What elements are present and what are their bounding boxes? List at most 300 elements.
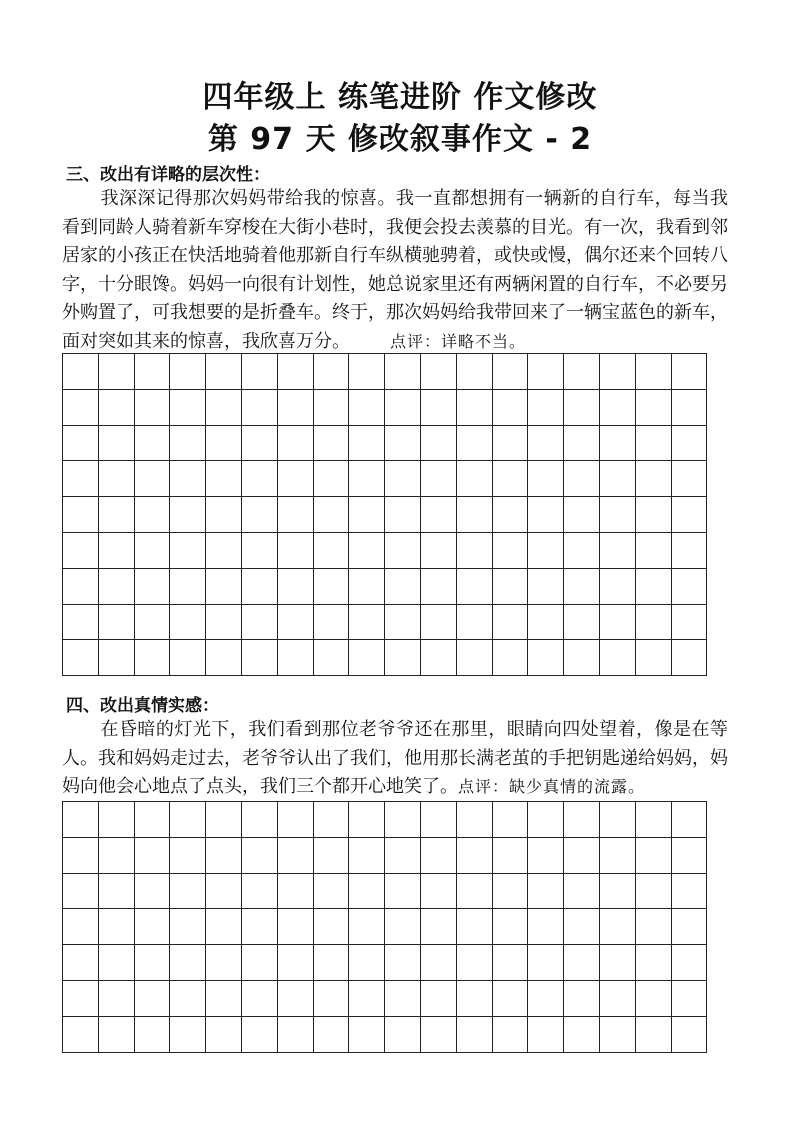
grid-cell[interactable]	[600, 1017, 636, 1053]
grid-cell[interactable]	[349, 909, 385, 945]
grid-cell[interactable]	[528, 802, 564, 838]
grid-cell[interactable]	[349, 569, 385, 605]
grid-cell[interactable]	[636, 354, 672, 390]
grid-cell[interactable]	[314, 497, 350, 533]
grid-cell[interactable]	[99, 874, 135, 910]
grid-cell[interactable]	[385, 533, 421, 569]
grid-cell[interactable]	[63, 354, 99, 390]
grid-cell[interactable]	[564, 569, 600, 605]
grid-cell[interactable]	[170, 390, 206, 426]
grid-cell[interactable]	[63, 497, 99, 533]
grid-cell[interactable]	[636, 640, 672, 676]
grid-cell[interactable]	[493, 533, 529, 569]
grid-cell[interactable]	[278, 909, 314, 945]
grid-cell[interactable]	[528, 533, 564, 569]
grid-cell[interactable]	[242, 461, 278, 497]
grid-cell[interactable]	[672, 909, 708, 945]
grid-cell[interactable]	[63, 426, 99, 462]
grid-cell[interactable]	[564, 497, 600, 533]
grid-cell[interactable]	[278, 426, 314, 462]
grid-cell[interactable]	[349, 981, 385, 1017]
grid-cell[interactable]	[170, 533, 206, 569]
grid-cell[interactable]	[278, 605, 314, 641]
grid-cell[interactable]	[63, 461, 99, 497]
grid-cell[interactable]	[206, 497, 242, 533]
grid-cell[interactable]	[278, 533, 314, 569]
grid-cell[interactable]	[528, 569, 564, 605]
grid-cell[interactable]	[457, 390, 493, 426]
grid-cell[interactable]	[170, 354, 206, 390]
grid-cell[interactable]	[600, 497, 636, 533]
writing-grid-section4[interactable]	[62, 801, 707, 1053]
grid-cell[interactable]	[170, 461, 206, 497]
grid-cell[interactable]	[385, 874, 421, 910]
grid-cell[interactable]	[206, 838, 242, 874]
grid-cell[interactable]	[242, 354, 278, 390]
grid-cell[interactable]	[457, 945, 493, 981]
grid-cell[interactable]	[636, 390, 672, 426]
grid-row	[63, 838, 707, 874]
grid-cell[interactable]	[278, 461, 314, 497]
grid-cell[interactable]	[672, 569, 708, 605]
grid-cell[interactable]	[170, 981, 206, 1017]
grid-cell[interactable]	[672, 354, 708, 390]
grid-cell[interactable]	[457, 426, 493, 462]
grid-cell[interactable]	[421, 426, 457, 462]
grid-cell[interactable]	[457, 802, 493, 838]
grid-cell[interactable]	[457, 909, 493, 945]
grid-cell[interactable]	[99, 426, 135, 462]
grid-cell[interactable]	[170, 605, 206, 641]
grid-cell[interactable]	[314, 390, 350, 426]
grid-cell[interactable]	[528, 605, 564, 641]
grid-cell[interactable]	[349, 533, 385, 569]
page-subtitle: 第 97 天 修改叙事作文 - 2	[207, 122, 593, 157]
grid-cell[interactable]	[493, 909, 529, 945]
grid-cell[interactable]	[600, 426, 636, 462]
grid-cell[interactable]	[493, 838, 529, 874]
grid-cell[interactable]	[242, 802, 278, 838]
writing-grid-section3[interactable]	[62, 353, 707, 676]
grid-cell[interactable]	[528, 426, 564, 462]
grid-cell[interactable]	[63, 981, 99, 1017]
grid-cell[interactable]	[278, 981, 314, 1017]
grid-cell[interactable]	[493, 390, 529, 426]
grid-cell[interactable]	[278, 1017, 314, 1053]
grid-cell[interactable]	[206, 945, 242, 981]
grid-cell[interactable]	[672, 945, 708, 981]
grid-cell[interactable]	[278, 390, 314, 426]
grid-cell[interactable]	[672, 533, 708, 569]
grid-cell[interactable]	[493, 945, 529, 981]
grid-cell[interactable]	[242, 640, 278, 676]
grid-cell[interactable]	[349, 874, 385, 910]
grid-cell[interactable]	[135, 426, 171, 462]
grid-cell[interactable]	[672, 838, 708, 874]
grid-cell[interactable]	[170, 945, 206, 981]
grid-cell[interactable]	[636, 497, 672, 533]
grid-cell[interactable]	[63, 909, 99, 945]
grid-cell[interactable]	[206, 909, 242, 945]
grid-cell[interactable]	[564, 981, 600, 1017]
grid-cell[interactable]	[242, 605, 278, 641]
grid-cell[interactable]	[135, 1017, 171, 1053]
grid-cell[interactable]	[242, 1017, 278, 1053]
grid-cell[interactable]	[528, 640, 564, 676]
grid-cell[interactable]	[135, 569, 171, 605]
grid-cell[interactable]	[170, 1017, 206, 1053]
grid-cell[interactable]	[170, 569, 206, 605]
grid-cell[interactable]	[63, 945, 99, 981]
grid-cell[interactable]	[278, 945, 314, 981]
grid-cell[interactable]	[421, 1017, 457, 1053]
grid-cell[interactable]	[170, 640, 206, 676]
grid-cell[interactable]	[564, 802, 600, 838]
grid-cell[interactable]	[242, 945, 278, 981]
grid-cell[interactable]	[135, 605, 171, 641]
grid-cell[interactable]	[600, 640, 636, 676]
grid-cell[interactable]	[314, 874, 350, 910]
grid-cell[interactable]	[99, 605, 135, 641]
grid-cell[interactable]	[278, 838, 314, 874]
grid-cell[interactable]	[314, 1017, 350, 1053]
grid-cell[interactable]	[242, 533, 278, 569]
grid-cell[interactable]	[99, 569, 135, 605]
grid-cell[interactable]	[99, 640, 135, 676]
grid-cell[interactable]	[564, 605, 600, 641]
grid-cell[interactable]	[135, 981, 171, 1017]
grid-cell[interactable]	[349, 497, 385, 533]
grid-cell[interactable]	[314, 461, 350, 497]
grid-cell[interactable]	[528, 981, 564, 1017]
grid-cell[interactable]	[349, 838, 385, 874]
grid-cell[interactable]	[636, 461, 672, 497]
grid-cell[interactable]	[385, 640, 421, 676]
grid-cell[interactable]	[99, 981, 135, 1017]
grid-cell[interactable]	[99, 390, 135, 426]
grid-cell[interactable]	[206, 533, 242, 569]
grid-cell[interactable]	[242, 874, 278, 910]
grid-cell[interactable]	[385, 426, 421, 462]
grid-cell[interactable]	[278, 354, 314, 390]
grid-row	[63, 533, 707, 569]
grid-cell[interactable]	[672, 497, 708, 533]
grid-cell[interactable]	[564, 838, 600, 874]
grid-cell[interactable]	[672, 461, 708, 497]
grid-cell[interactable]	[278, 497, 314, 533]
grid-cell[interactable]	[206, 426, 242, 462]
grid-cell[interactable]	[600, 981, 636, 1017]
grid-cell[interactable]	[278, 802, 314, 838]
grid-cell[interactable]	[206, 605, 242, 641]
grid-cell[interactable]	[672, 874, 708, 910]
grid-cell[interactable]	[314, 981, 350, 1017]
grid-cell[interactable]	[206, 461, 242, 497]
grid-cell[interactable]	[349, 426, 385, 462]
grid-cell[interactable]	[314, 838, 350, 874]
grid-cell[interactable]	[421, 640, 457, 676]
grid-cell[interactable]	[349, 1017, 385, 1053]
grid-cell[interactable]	[385, 838, 421, 874]
grid-cell[interactable]	[278, 874, 314, 910]
grid-cell[interactable]	[99, 838, 135, 874]
grid-cell[interactable]	[636, 981, 672, 1017]
grid-cell[interactable]	[636, 838, 672, 874]
grid-cell[interactable]	[206, 874, 242, 910]
grid-cell[interactable]	[135, 802, 171, 838]
grid-cell[interactable]	[99, 354, 135, 390]
grid-cell[interactable]	[564, 909, 600, 945]
grid-cell[interactable]	[421, 874, 457, 910]
grid-cell[interactable]	[672, 390, 708, 426]
grid-cell[interactable]	[206, 390, 242, 426]
grid-cell[interactable]	[206, 354, 242, 390]
grid-cell[interactable]	[600, 605, 636, 641]
grid-cell[interactable]	[493, 426, 529, 462]
grid-cell[interactable]	[385, 945, 421, 981]
grid-cell[interactable]	[314, 354, 350, 390]
grid-cell[interactable]	[99, 497, 135, 533]
grid-cell[interactable]	[242, 981, 278, 1017]
grid-cell[interactable]	[63, 605, 99, 641]
grid-cell[interactable]	[528, 461, 564, 497]
grid-cell[interactable]	[242, 426, 278, 462]
grid-cell[interactable]	[672, 605, 708, 641]
grid-cell[interactable]	[385, 1017, 421, 1053]
grid-cell[interactable]	[564, 640, 600, 676]
grid-cell[interactable]	[206, 569, 242, 605]
grid-cell[interactable]	[349, 945, 385, 981]
grid-cell[interactable]	[135, 354, 171, 390]
grid-cell[interactable]	[493, 461, 529, 497]
grid-cell[interactable]	[385, 981, 421, 1017]
grid-cell[interactable]	[135, 461, 171, 497]
grid-cell[interactable]	[528, 497, 564, 533]
grid-cell[interactable]	[421, 838, 457, 874]
grid-cell[interactable]	[99, 533, 135, 569]
grid-cell[interactable]	[636, 874, 672, 910]
grid-row	[63, 426, 707, 462]
grid-cell[interactable]	[672, 1017, 708, 1053]
grid-cell[interactable]	[600, 569, 636, 605]
grid-cell[interactable]	[63, 874, 99, 910]
grid-cell[interactable]	[636, 945, 672, 981]
grid-cell[interactable]	[135, 874, 171, 910]
grid-cell[interactable]	[421, 569, 457, 605]
grid-cell[interactable]	[421, 354, 457, 390]
grid-cell[interactable]	[600, 461, 636, 497]
grid-cell[interactable]	[135, 497, 171, 533]
grid-cell[interactable]	[99, 802, 135, 838]
grid-cell[interactable]	[457, 640, 493, 676]
grid-cell[interactable]	[99, 945, 135, 981]
grid-cell[interactable]	[63, 569, 99, 605]
grid-cell[interactable]	[457, 569, 493, 605]
grid-cell[interactable]	[636, 1017, 672, 1053]
grid-cell[interactable]	[349, 461, 385, 497]
grid-cell[interactable]	[63, 640, 99, 676]
grid-cell[interactable]	[600, 838, 636, 874]
grid-cell[interactable]	[63, 533, 99, 569]
grid-cell[interactable]	[457, 497, 493, 533]
grid-cell[interactable]	[421, 605, 457, 641]
grid-cell[interactable]	[672, 802, 708, 838]
grid-cell[interactable]	[457, 354, 493, 390]
grid-cell[interactable]	[493, 497, 529, 533]
grid-cell[interactable]	[314, 909, 350, 945]
grid-cell[interactable]	[135, 390, 171, 426]
grid-row	[63, 640, 707, 676]
grid-cell[interactable]	[385, 909, 421, 945]
grid-cell[interactable]	[421, 909, 457, 945]
grid-cell[interactable]	[421, 802, 457, 838]
grid-cell[interactable]	[314, 945, 350, 981]
grid-cell[interactable]	[314, 533, 350, 569]
grid-cell[interactable]	[528, 354, 564, 390]
grid-cell[interactable]	[349, 354, 385, 390]
grid-cell[interactable]	[314, 569, 350, 605]
grid-cell[interactable]	[135, 838, 171, 874]
grid-cell[interactable]	[600, 945, 636, 981]
grid-cell[interactable]	[314, 605, 350, 641]
grid-cell[interactable]	[564, 874, 600, 910]
grid-cell[interactable]	[564, 426, 600, 462]
section3-paragraph	[62, 185, 728, 356]
grid-row	[63, 390, 707, 426]
grid-cell[interactable]	[242, 909, 278, 945]
grid-cell[interactable]	[242, 390, 278, 426]
grid-cell[interactable]	[600, 874, 636, 910]
grid-cell[interactable]	[421, 461, 457, 497]
grid-cell[interactable]	[314, 640, 350, 676]
grid-cell[interactable]	[528, 390, 564, 426]
grid-cell[interactable]	[600, 909, 636, 945]
grid-cell[interactable]	[206, 1017, 242, 1053]
grid-cell[interactable]	[421, 945, 457, 981]
grid-cell[interactable]	[385, 390, 421, 426]
grid-cell[interactable]	[206, 802, 242, 838]
grid-cell[interactable]	[493, 802, 529, 838]
grid-cell[interactable]	[242, 838, 278, 874]
grid-cell[interactable]	[636, 426, 672, 462]
grid-cell[interactable]	[600, 533, 636, 569]
grid-cell[interactable]	[63, 1017, 99, 1053]
grid-cell[interactable]	[63, 838, 99, 874]
grid-cell[interactable]	[206, 640, 242, 676]
grid-cell[interactable]	[385, 497, 421, 533]
grid-cell[interactable]	[493, 640, 529, 676]
grid-cell[interactable]	[600, 802, 636, 838]
grid-cell[interactable]	[385, 569, 421, 605]
grid-cell[interactable]	[242, 569, 278, 605]
grid-cell[interactable]	[564, 390, 600, 426]
grid-cell[interactable]	[170, 497, 206, 533]
grid-cell[interactable]	[457, 605, 493, 641]
grid-row	[63, 909, 707, 945]
grid-cell[interactable]	[457, 874, 493, 910]
grid-cell[interactable]	[528, 1017, 564, 1053]
grid-cell[interactable]	[63, 390, 99, 426]
grid-cell[interactable]	[528, 874, 564, 910]
grid-cell[interactable]	[421, 497, 457, 533]
grid-cell[interactable]	[457, 1017, 493, 1053]
grid-cell[interactable]	[672, 981, 708, 1017]
grid-cell[interactable]	[385, 802, 421, 838]
grid-cell[interactable]	[528, 945, 564, 981]
grid-cell[interactable]	[135, 945, 171, 981]
grid-cell[interactable]	[493, 1017, 529, 1053]
grid-cell[interactable]	[421, 390, 457, 426]
grid-cell[interactable]	[636, 605, 672, 641]
grid-cell[interactable]	[242, 497, 278, 533]
grid-cell[interactable]	[636, 569, 672, 605]
grid-cell[interactable]	[493, 874, 529, 910]
grid-cell[interactable]	[457, 838, 493, 874]
grid-cell[interactable]	[385, 354, 421, 390]
grid-cell[interactable]	[636, 533, 672, 569]
grid-cell[interactable]	[99, 1017, 135, 1053]
grid-cell[interactable]	[135, 640, 171, 676]
grid-cell[interactable]	[493, 605, 529, 641]
grid-cell[interactable]	[135, 909, 171, 945]
grid-cell[interactable]	[564, 945, 600, 981]
grid-cell[interactable]	[493, 569, 529, 605]
grid-cell[interactable]	[170, 874, 206, 910]
grid-cell[interactable]	[421, 981, 457, 1017]
grid-cell[interactable]	[135, 533, 171, 569]
grid-cell[interactable]	[564, 533, 600, 569]
grid-cell[interactable]	[99, 461, 135, 497]
grid-cell[interactable]	[493, 354, 529, 390]
grid-cell[interactable]	[349, 605, 385, 641]
grid-cell[interactable]	[528, 838, 564, 874]
grid-cell[interactable]	[99, 909, 135, 945]
grid-cell[interactable]	[170, 802, 206, 838]
grid-cell[interactable]	[314, 802, 350, 838]
grid-cell[interactable]	[564, 461, 600, 497]
grid-cell[interactable]	[349, 390, 385, 426]
grid-cell[interactable]	[636, 802, 672, 838]
grid-cell[interactable]	[636, 909, 672, 945]
grid-cell[interactable]	[421, 533, 457, 569]
grid-cell[interactable]	[170, 909, 206, 945]
grid-cell[interactable]	[278, 569, 314, 605]
grid-cell[interactable]	[63, 802, 99, 838]
grid-cell[interactable]	[385, 461, 421, 497]
grid-row	[63, 1017, 707, 1053]
grid-cell[interactable]	[672, 426, 708, 462]
grid-cell[interactable]	[564, 1017, 600, 1053]
grid-cell[interactable]	[600, 390, 636, 426]
grid-cell[interactable]	[457, 461, 493, 497]
grid-cell[interactable]	[600, 354, 636, 390]
grid-cell[interactable]	[564, 354, 600, 390]
grid-cell[interactable]	[457, 981, 493, 1017]
grid-cell[interactable]	[385, 605, 421, 641]
grid-cell[interactable]	[170, 838, 206, 874]
grid-cell[interactable]	[278, 640, 314, 676]
grid-cell[interactable]	[672, 640, 708, 676]
grid-cell[interactable]	[457, 533, 493, 569]
grid-cell[interactable]	[349, 802, 385, 838]
grid-cell[interactable]	[206, 981, 242, 1017]
grid-cell[interactable]	[170, 426, 206, 462]
grid-cell[interactable]	[493, 981, 529, 1017]
grid-cell[interactable]	[349, 640, 385, 676]
grid-row	[63, 945, 707, 981]
grid-cell[interactable]	[314, 426, 350, 462]
grid-cell[interactable]	[528, 909, 564, 945]
